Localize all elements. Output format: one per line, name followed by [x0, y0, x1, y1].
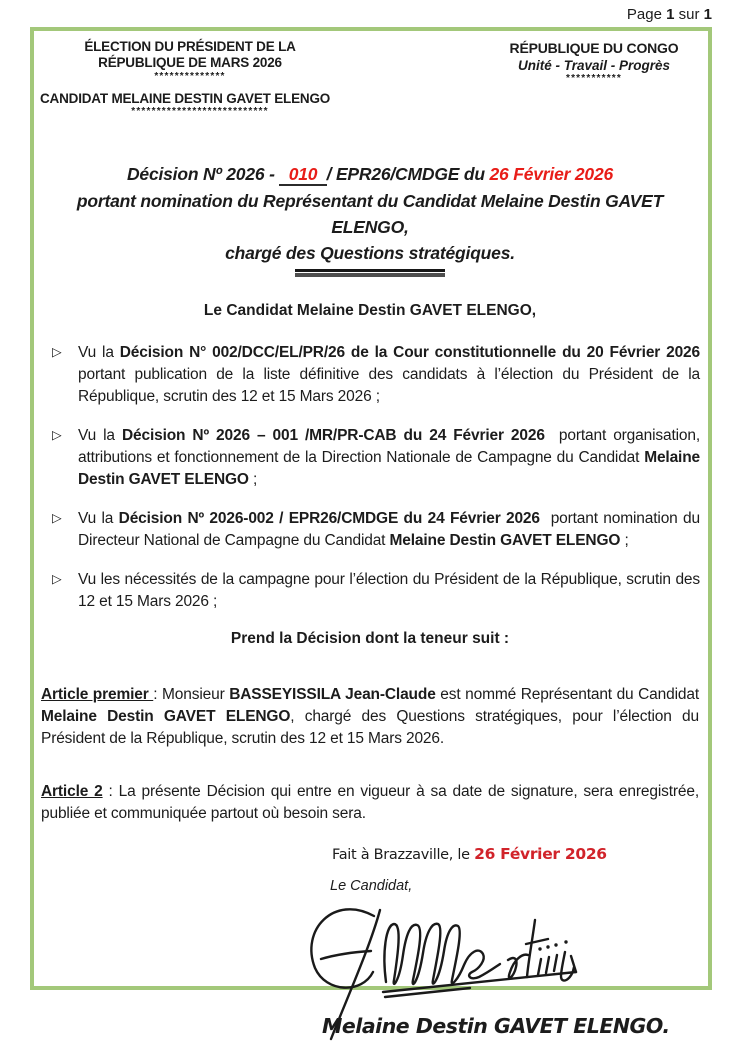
- arrow-bullet-icon: ▷: [52, 428, 62, 443]
- consideration-item: [52, 342, 700, 408]
- header-election-block: [40, 39, 360, 117]
- closing-block: [40, 845, 700, 1038]
- separator-stars: ***********: [565, 73, 622, 84]
- decision-document-frame: [30, 27, 712, 1039]
- salutation-line: Le Candidat Melaine Destin GAVET ELENGO,: [203, 302, 537, 320]
- document-header: [40, 39, 700, 117]
- title-underline-rule: [295, 269, 445, 277]
- article-2: Article 2 : La présente Décision qui entre en vigueur à sa date de signature, sera enregistrée, publiée et communiquée partout où besoin sera.: [41, 783, 699, 823]
- consideration-text: Vu les nécessités de la campagne pour l’élection du Président de la République, scrutin des 12 et 15 Mars 2026 ;: [78, 571, 700, 611]
- candidate-header-line: CANDIDAT MELAINE DESTIN GAVET ELENGO: [40, 91, 331, 107]
- place-and-date-line: Fait à Brazzaville, le 26 Février 2026: [332, 845, 607, 864]
- election-title-line2: RÉPUBLIQUE DE MARS 2026: [98, 55, 282, 71]
- arrow-bullet-icon: ▷: [52, 511, 62, 526]
- arrow-bullet-icon: ▷: [52, 572, 62, 587]
- arrow-bullet-icon: ▷: [52, 345, 62, 360]
- consideration-text: Vu la Décision N° 002/DCC/EL/PR/26 de la Cour constitutionnelle du 20 Février 2026 portant publication de la liste définitive des candidats à l’élection du Président de la République, scrutin des 12 et 15 Mars 2026 ;: [78, 344, 700, 406]
- separator-stars: **************: [154, 71, 226, 83]
- election-title-line1: ÉLECTION DU PRÉSIDENT DE LA: [84, 39, 296, 54]
- signatory-role: Le Candidat,: [330, 878, 413, 895]
- country-name: RÉPUBLIQUE DU CONGO: [509, 40, 679, 56]
- national-motto: Unité - Travail - Progrès: [517, 58, 671, 73]
- article-premier: Article premier : Monsieur BASSEYISSILA Jean-Claude est nommé Représentant du Candidat Melaine Destin GAVET ELENGO, chargé des Questions stratégiques, pour l’élection du Président de la République, scrutin des 12 et 15 Mars 2026.: [41, 686, 699, 748]
- consideration-item: [52, 569, 700, 613]
- consideration-text: Vu la Décision Nº 2026 – 001 /MR/PR-CAB du 24 Février 2026 portant organisation, attributions et fonctionnement de la Direction Nationale de Campagne du Candidat Melaine Destin GAVET ELENGO ;: [78, 427, 700, 489]
- signatory-name: Melaine Destin GAVET ELENGO.: [322, 1014, 670, 1039]
- consideration-text: Vu la Décision Nº 2026-002 / EPR26/CMDGE du 24 Février 2026 portant nomination du Directeur National de Campagne du Candidat Melaine Destin GAVET ELENGO ;: [78, 510, 700, 550]
- signature-area: [40, 894, 700, 1012]
- page-indicator: Page 1 sur 1: [626, 6, 712, 23]
- considerations-list: [40, 342, 700, 613]
- consideration-item: [52, 508, 700, 552]
- consideration-item: [52, 425, 700, 491]
- separator-stars: ***************************: [131, 106, 269, 118]
- decision-title-line2: portant nomination du Représentant du Candidat Melaine Destin GAVET ELENGO,: [76, 190, 664, 237]
- decision-title-line3: chargé des Questions stratégiques.: [225, 243, 515, 264]
- operative-intro-line: Prend la Décision dont la teneur suit :: [230, 630, 510, 648]
- decision-title: [40, 161, 700, 277]
- decision-title-line1: Décision Nº 2026 - 010 / EPR26/CMDGE du 26 Février 2026: [126, 164, 614, 185]
- handwritten-signature-icon: [286, 892, 586, 1044]
- header-republic-block: [488, 39, 700, 117]
